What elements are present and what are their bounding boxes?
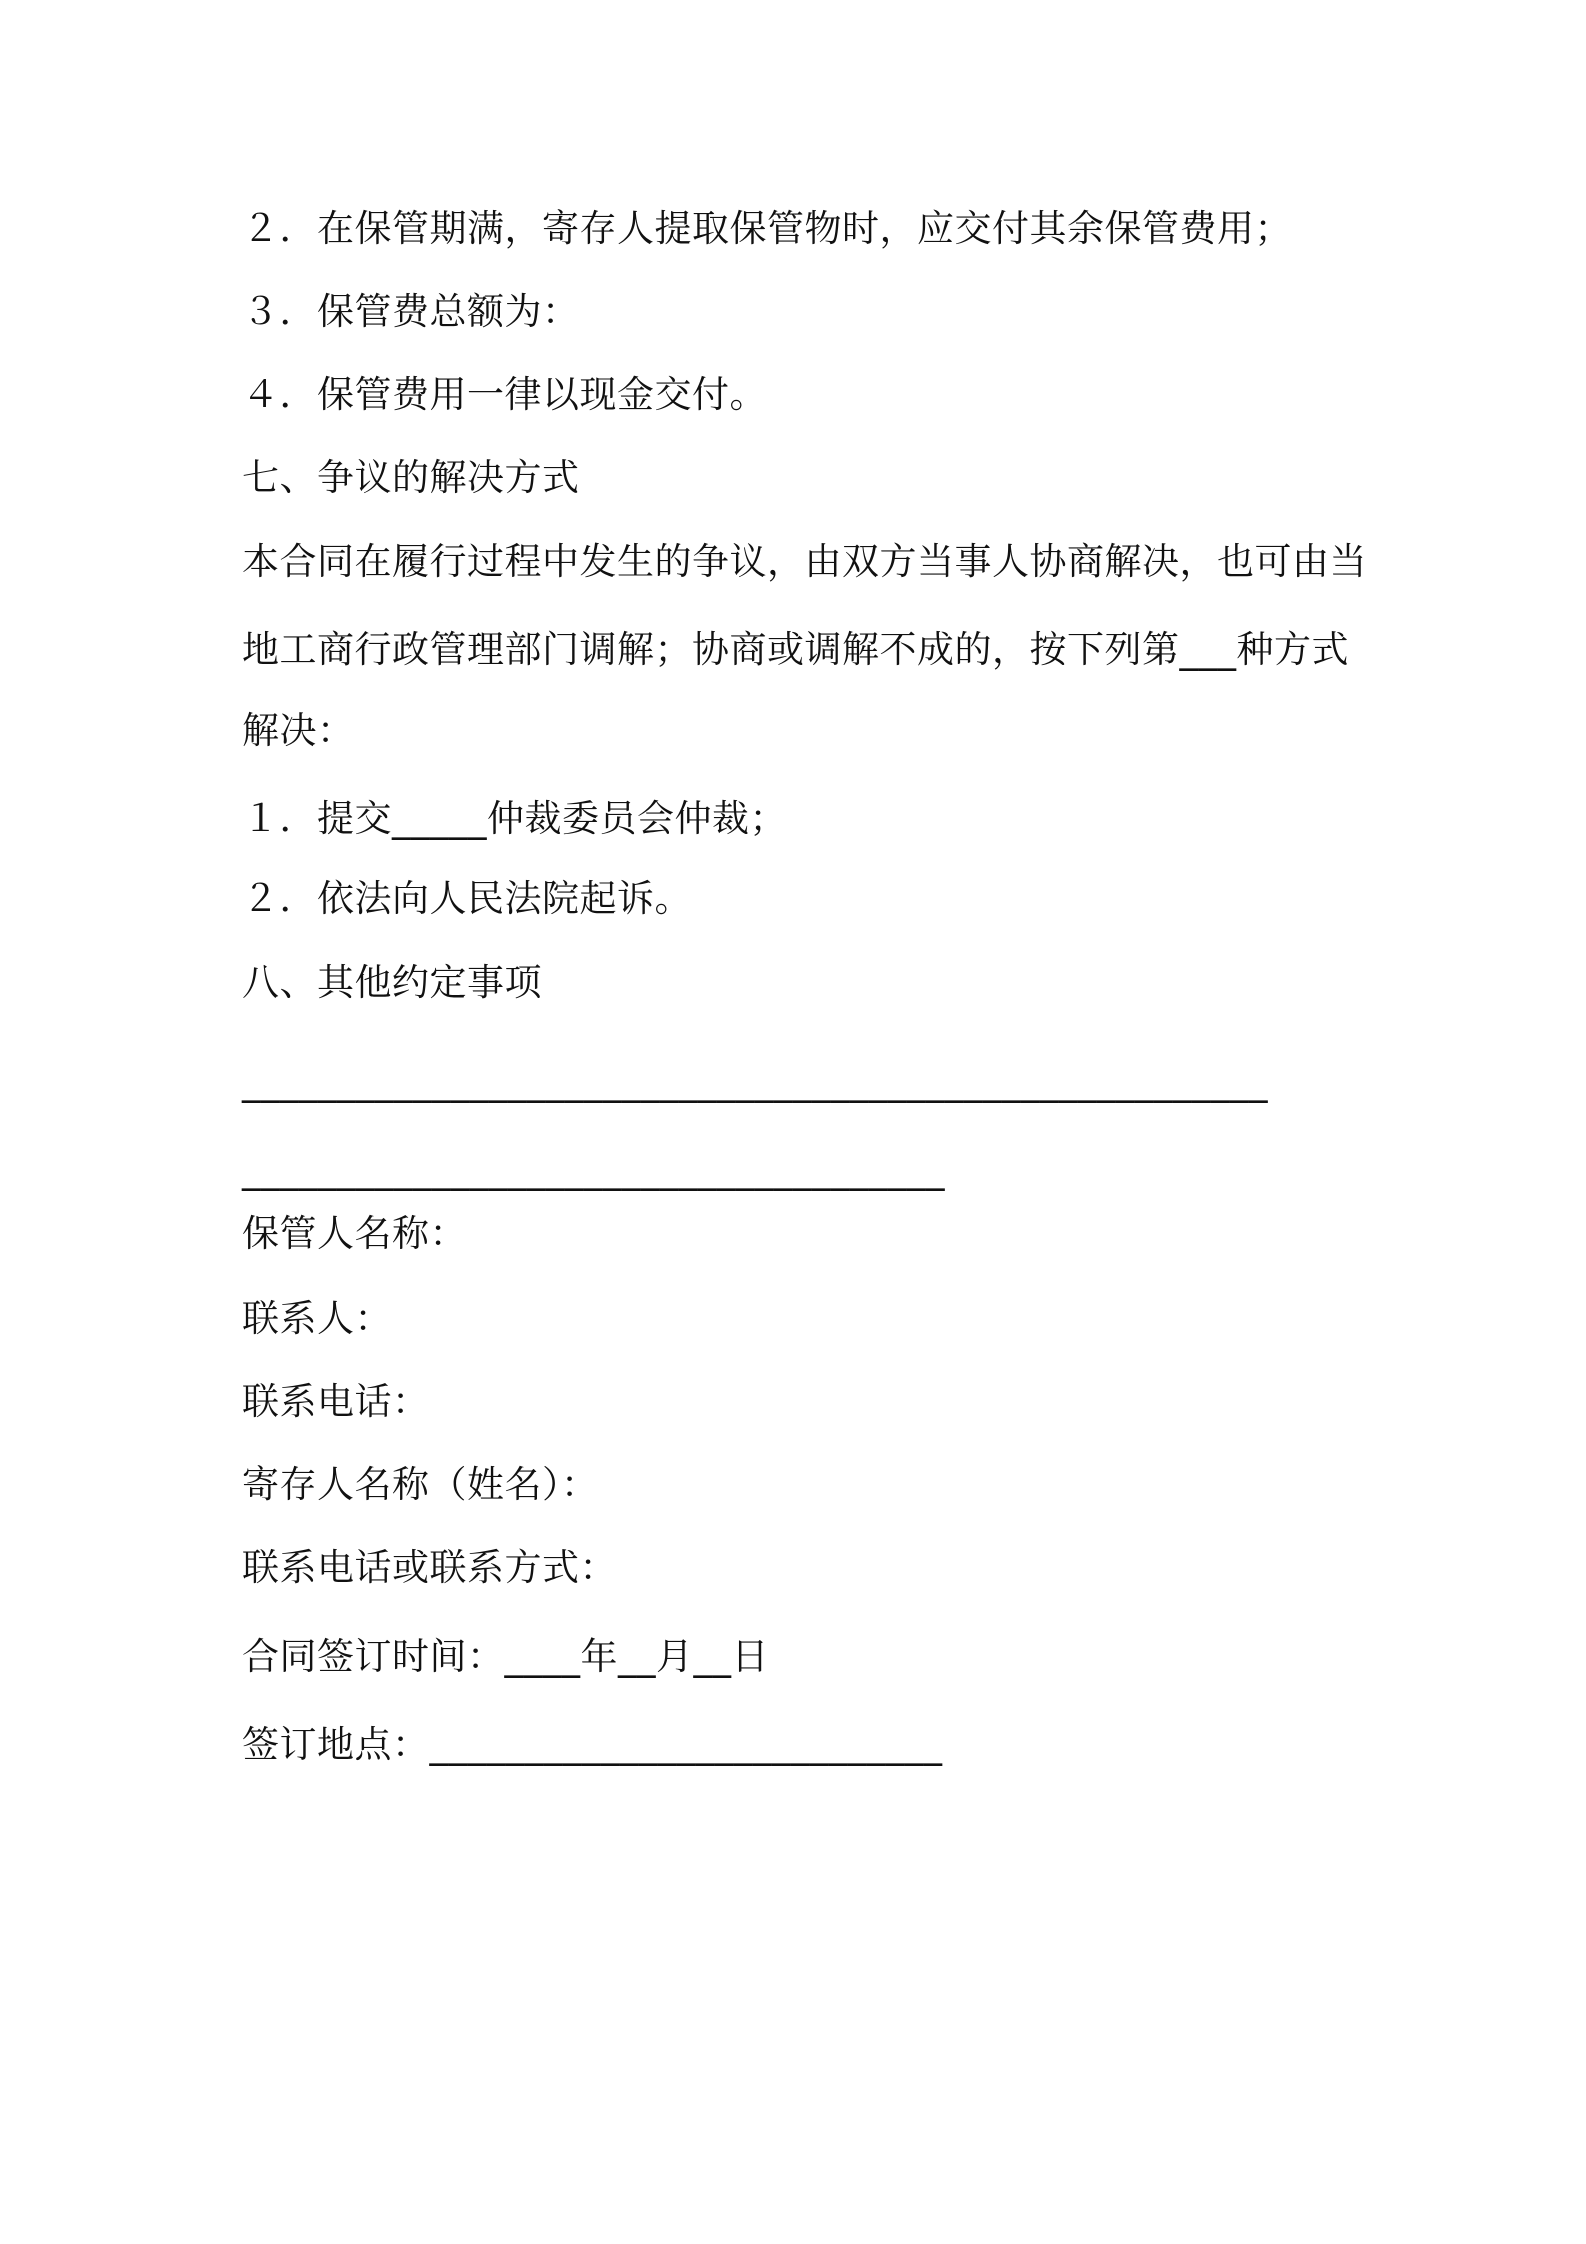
section-7-paragraph-line-2: 地工商行政管理部门调解；协商或调解不成的，按下列第___种方式 xyxy=(242,628,1349,671)
clause-6-item-4: ４．保管费用一律以现金交付。 xyxy=(242,373,767,416)
blank-line-2: _____________________________________ xyxy=(242,1148,945,1191)
section-7-paragraph-line-1: 本合同在履行过程中发生的争议，由双方当事人协商解决，也可由当 xyxy=(242,540,1367,583)
contact-person-label: 联系人： xyxy=(242,1297,392,1340)
clause-6-item-2: ２．在保管期满，寄存人提取保管物时，应交付其余保管费用； xyxy=(242,207,1292,250)
contact-phone-label: 联系电话： xyxy=(242,1380,430,1423)
custodian-name-label: 保管人名称： xyxy=(242,1212,467,1255)
signing-date-label: 合同签订时间：____年__月__日 xyxy=(242,1635,769,1678)
blank-line-1: ______________________________________________________ xyxy=(242,1060,1268,1103)
section-7-option-1: １．提交_____仲裁委员会仲裁； xyxy=(242,797,787,840)
depositor-contact-label: 联系电话或联系方式： xyxy=(242,1546,617,1589)
signing-place-label: 签订地点：___________________________ xyxy=(242,1723,943,1766)
section-7-heading: 七、争议的解决方式 xyxy=(242,456,580,499)
section-7-paragraph-line-3: 解决： xyxy=(242,709,355,752)
section-8-heading: 八、其他约定事项 xyxy=(242,961,542,1004)
depositor-name-label: 寄存人名称（姓名）： xyxy=(242,1463,599,1506)
section-7-option-2: ２．依法向人民法院起诉。 xyxy=(242,877,692,920)
clause-6-item-3: ３．保管费总额为： xyxy=(242,290,580,333)
